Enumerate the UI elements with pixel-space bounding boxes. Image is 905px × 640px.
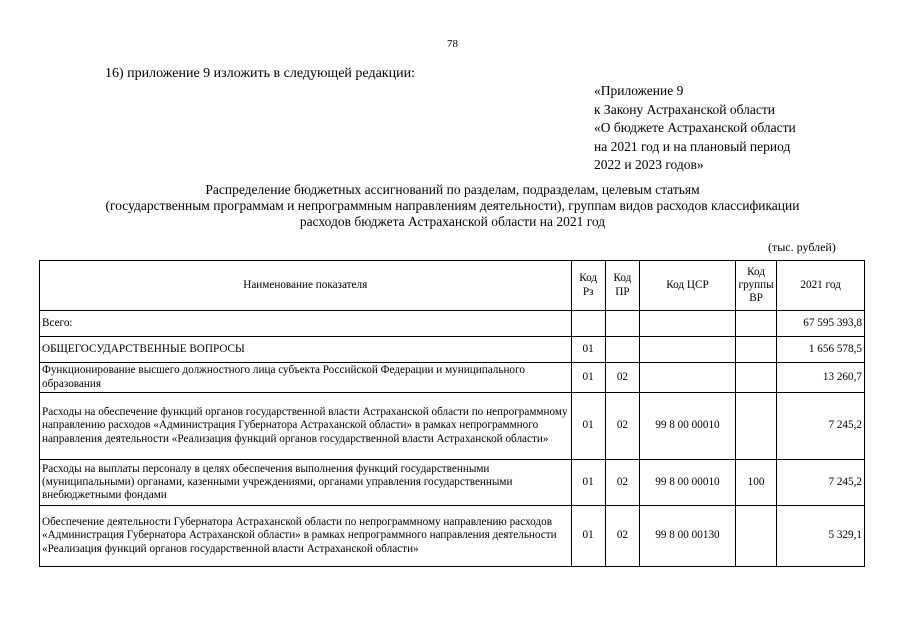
row-amount: 5 329,1: [777, 506, 865, 567]
row-vr: [735, 363, 776, 393]
row-vr: [735, 393, 776, 460]
table-row: [40, 363, 865, 393]
appendix-line: на 2021 год и на плановый период: [594, 138, 791, 154]
amendment-intro: 16) приложение 9 изложить в следующей редакции:: [105, 66, 415, 81]
row-vr: [735, 311, 776, 337]
row-name: Всего:: [40, 311, 572, 337]
row-vr: [735, 337, 776, 363]
header-csr: Код ЦСР: [640, 261, 736, 311]
header-rz-line: Код: [579, 272, 598, 285]
heading-line: Распределение бюджетных ассигнований по разделам, подразделам, целевым статьям: [205, 182, 700, 197]
row-rz: 01: [571, 460, 605, 506]
row-vr: 100: [735, 460, 776, 506]
row-rz: 01: [571, 506, 605, 567]
table-row: [40, 311, 865, 337]
row-rz: 01: [571, 337, 605, 363]
row-name: ОБЩЕГОСУДАРСТВЕННЫЕ ВОПРОСЫ: [40, 337, 572, 363]
row-amount: 1 656 578,5: [777, 337, 865, 363]
row-pr: [605, 311, 639, 337]
row-vr: [735, 506, 776, 567]
appendix-line: к Закону Астраханской области: [594, 101, 776, 117]
appendix-line: «Приложение 9: [594, 83, 684, 98]
header-pr-line: ПР: [615, 285, 630, 298]
row-pr: 02: [605, 363, 639, 393]
row-amount: 7 245,2: [777, 460, 865, 506]
row-name: Обеспечение деятельности Губернатора Астраханской области по непрограммному направлению расходов «Администрация Губернатора Астраханской области» в рамках непрограммного направления деятельности «Реализация функций органов государственной власти Астраханской области»: [40, 506, 572, 567]
units-label: (тыс. рублей): [768, 240, 836, 254]
row-pr: 02: [605, 460, 639, 506]
row-name: Расходы на выплаты персоналу в целях обеспечения выполнения функций государственными (муниципальными) органами, казенными учреждениями, органами управления государственными внебюджетными фондами: [40, 460, 572, 506]
header-vr-line: ВР: [749, 292, 763, 305]
row-csr: 99 8 00 00010: [640, 460, 736, 506]
table-row: [40, 337, 865, 363]
row-amount: 13 260,7: [777, 363, 865, 393]
row-rz: [571, 311, 605, 337]
table-row: [40, 393, 865, 460]
row-amount: 7 245,2: [777, 393, 865, 460]
row-csr: [640, 363, 736, 393]
appendix-reference: [594, 82, 796, 175]
heading-line: (государственным программам и непрограммным направлениям деятельности), группам видов расходов классификации: [105, 198, 800, 214]
row-amount: 67 595 393,8: [777, 311, 865, 337]
row-pr: 02: [605, 506, 639, 567]
header-vr-line: Код: [747, 265, 765, 278]
header-rz: [571, 261, 605, 311]
table-row: [40, 460, 865, 506]
header-pr-line: Код: [613, 272, 632, 285]
row-rz: 01: [571, 363, 605, 393]
row-name: Расходы на обеспечение функций органов государственной власти Астраханской области по непрограммному направлению расходов «Администрация Губернатора Астраханской области» в рамках непрограммного направления деятельности «Реализация функций органов государственной власти Астраханской области»: [40, 393, 572, 460]
row-name: Функционирование высшего должностного лица субъекта Российской Федерации и муниципального образования: [40, 363, 572, 393]
table-row: [40, 506, 865, 567]
document-heading: [0, 182, 905, 231]
table-header-row: [40, 261, 865, 311]
row-rz: 01: [571, 393, 605, 460]
row-pr: 02: [605, 393, 639, 460]
header-name: Наименование показателя: [40, 261, 572, 311]
row-pr: [605, 337, 639, 363]
header-vr: [735, 261, 776, 311]
budget-table: [39, 260, 865, 567]
header-pr: [605, 261, 639, 311]
heading-line: расходов бюджета Астраханской области на 2021 год: [299, 214, 606, 230]
header-rz-line: Рз: [582, 285, 594, 298]
row-csr: [640, 311, 736, 337]
appendix-line: «О бюджете Астраханской области: [594, 120, 796, 136]
row-csr: 99 8 00 00130: [640, 506, 736, 567]
page-number: 78: [447, 38, 458, 50]
appendix-line: 2022 и 2023 годов»: [594, 157, 704, 173]
header-vr-line: группы: [738, 278, 774, 291]
row-csr: [640, 337, 736, 363]
header-year: 2021 год: [777, 261, 865, 311]
row-csr: 99 8 00 00010: [640, 393, 736, 460]
